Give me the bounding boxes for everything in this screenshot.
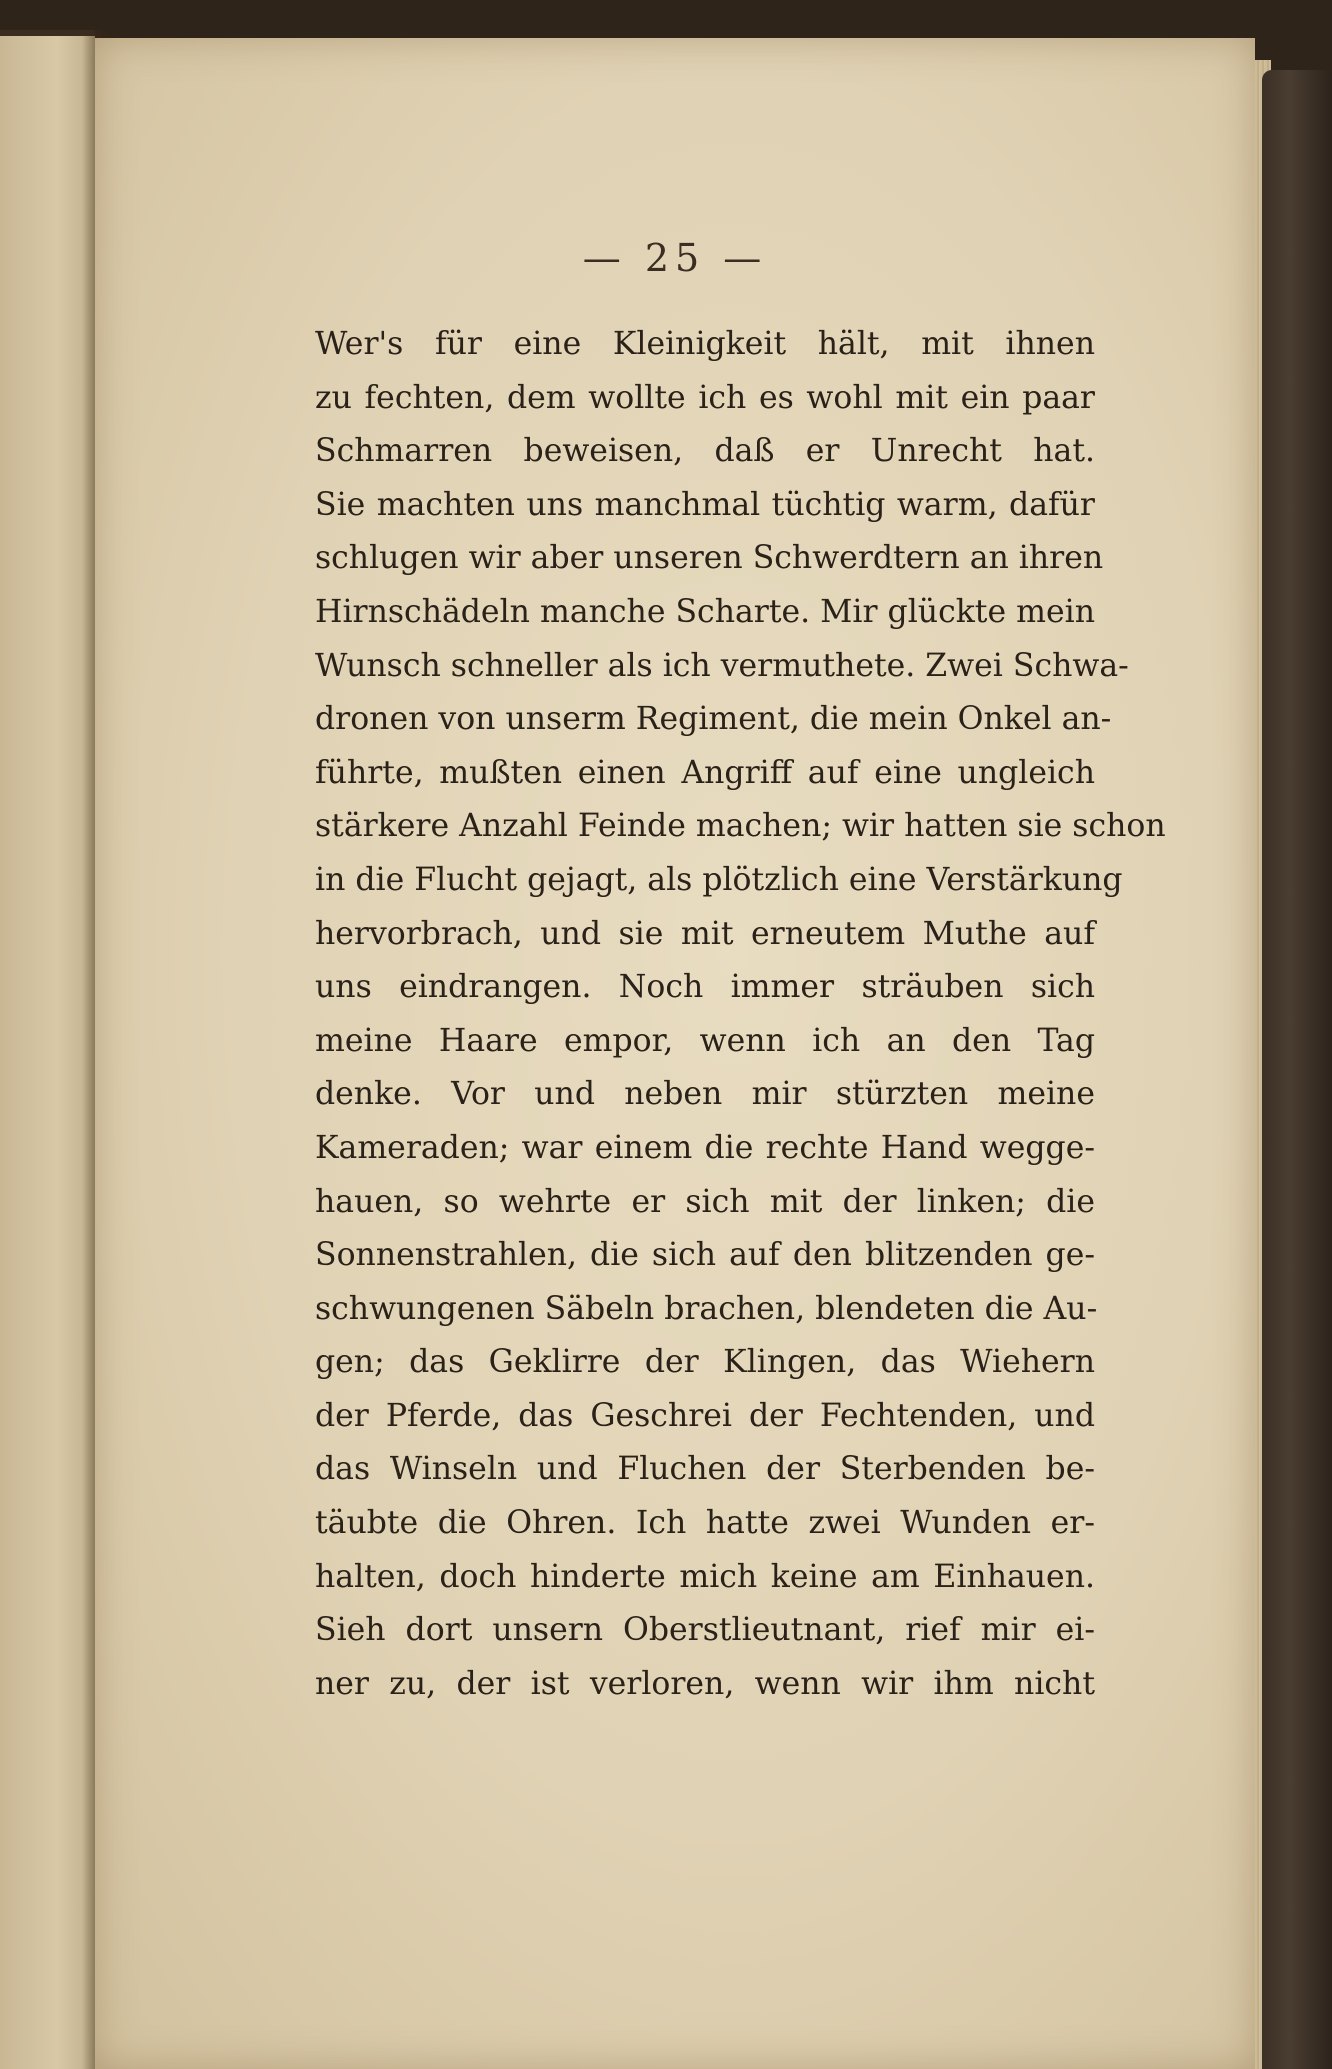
text-line: ner zu, der ist verloren, wenn wir ihm nicht xyxy=(315,1665,1095,1702)
text-line: zu fechten, dem wollte ich es wohl mit ein paar xyxy=(315,379,1095,416)
text-line: hauen, so wehrte er sich mit der linken; die xyxy=(315,1183,1095,1220)
text-line: schlugen wir aber unseren Schwerdtern an ihren xyxy=(315,540,1104,577)
text-line: Sie machten uns manchmal tüchtig warm, dafür xyxy=(315,486,1095,523)
previous-page-edge xyxy=(0,30,95,2069)
text-line: das Winseln und Fluchen der Sterbenden be- xyxy=(315,1451,1095,1488)
text-line: Hirnschädeln manche Scharte. Mir glückte mein xyxy=(315,593,1095,630)
text-line: uns eindrangen. Noch immer sträuben sich xyxy=(315,969,1095,1006)
text-line: dronen von unserm Regiment, die mein Onkel an- xyxy=(315,701,1112,738)
text-line: in die Flucht gejagt, als plötzlich eine Verstärkung xyxy=(315,861,1123,898)
text-line: Sonnenstrahlen, die sich auf den blitzenden ge- xyxy=(315,1237,1095,1274)
text-line: täubte die Ohren. Ich hatte zwei Wunden er- xyxy=(315,1505,1095,1542)
page-number: — 25 — xyxy=(582,236,768,280)
body-text xyxy=(315,318,1166,1711)
text-line: der Pferde, das Geschrei der Fechtenden, und xyxy=(315,1397,1095,1434)
book-page xyxy=(95,38,1255,2069)
text-line: halten, doch hinderte mich keine am Einhauen. xyxy=(315,1558,1095,1595)
text-line: Wunsch schneller als ich vermuthete. Zwei Schwa- xyxy=(315,647,1129,684)
book-cover xyxy=(1262,70,1332,2069)
text-line: stärkere Anzahl Feinde machen; wir hatten sie schon xyxy=(315,808,1166,845)
text-line: schwungenen Säbeln brachen, blendeten die Au- xyxy=(315,1290,1098,1327)
text-line: meine Haare empor, wenn ich an den Tag xyxy=(315,1022,1095,1059)
text-line: Schmarren beweisen, daß er Unrecht hat. xyxy=(315,433,1095,470)
text-line: führte, mußten einen Angriff auf eine ungleich xyxy=(315,754,1095,791)
text-line: hervorbrach, und sie mit erneutem Muthe auf xyxy=(315,915,1095,952)
text-line: Kameraden; war einem die rechte Hand wegge- xyxy=(315,1129,1095,1166)
text-line: gen; das Geklirre der Klingen, das Wiehern xyxy=(315,1344,1095,1381)
text-line: Sieh dort unsern Oberstlieutnant, rief mir ei- xyxy=(315,1612,1095,1649)
text-line: denke. Vor und neben mir stürzten meine xyxy=(315,1076,1095,1113)
text-line: Wer's für eine Kleinigkeit hält, mit ihnen xyxy=(315,326,1095,362)
